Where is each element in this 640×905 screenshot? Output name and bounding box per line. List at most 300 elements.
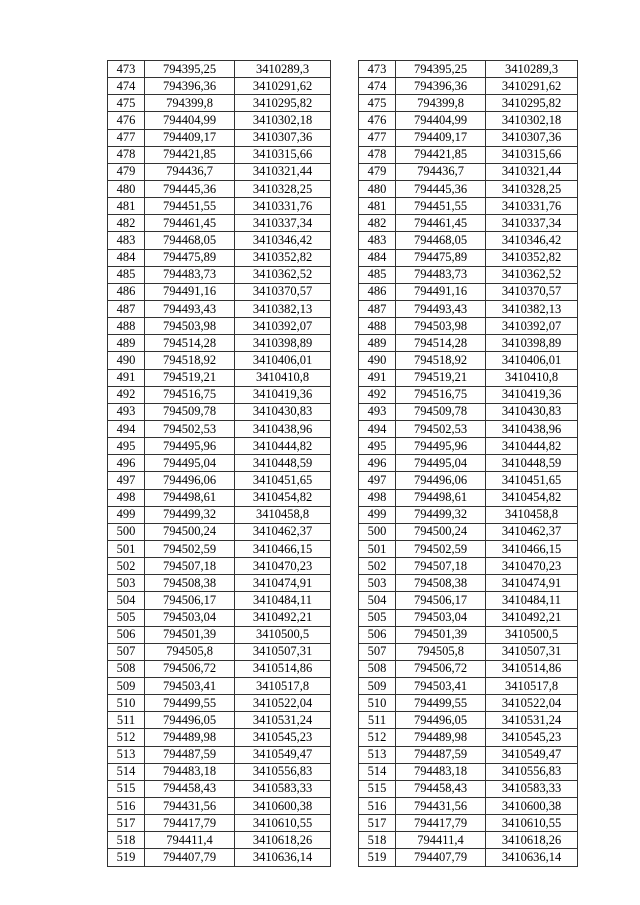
y-coordinate-cell: 3410549,47 xyxy=(486,746,578,763)
table-row xyxy=(359,386,578,403)
x-coordinate-cell: 794514,28 xyxy=(396,335,486,352)
table-row xyxy=(359,163,578,180)
x-coordinate-cell: 794503,04 xyxy=(145,609,235,626)
point-number-cell: 474 xyxy=(359,78,396,95)
point-number-cell: 493 xyxy=(359,403,396,420)
y-coordinate-cell: 3410295,82 xyxy=(486,95,578,112)
table-row xyxy=(108,712,331,729)
table-row xyxy=(108,420,331,437)
x-coordinate-cell: 794395,25 xyxy=(145,61,235,78)
point-number-cell: 516 xyxy=(108,798,145,815)
table-row xyxy=(108,558,331,575)
x-coordinate-cell: 794493,43 xyxy=(396,300,486,317)
table-row xyxy=(108,386,331,403)
table-row xyxy=(108,318,331,335)
x-coordinate-cell: 794409,17 xyxy=(145,129,235,146)
point-number-cell: 511 xyxy=(108,712,145,729)
point-number-cell: 474 xyxy=(108,78,145,95)
y-coordinate-cell: 3410419,36 xyxy=(486,386,578,403)
table-row xyxy=(108,609,331,626)
table-row xyxy=(108,643,331,660)
y-coordinate-cell: 3410556,83 xyxy=(486,763,578,780)
point-number-cell: 500 xyxy=(108,523,145,540)
x-coordinate-cell: 794500,24 xyxy=(145,523,235,540)
y-coordinate-cell: 3410321,44 xyxy=(486,163,578,180)
y-coordinate-cell: 3410507,31 xyxy=(235,643,331,660)
x-coordinate-cell: 794506,17 xyxy=(145,592,235,609)
table-row xyxy=(108,163,331,180)
table-row xyxy=(359,575,578,592)
y-coordinate-cell: 3410466,15 xyxy=(486,540,578,557)
y-coordinate-cell: 3410484,11 xyxy=(486,592,578,609)
table-row xyxy=(108,112,331,129)
point-number-cell: 505 xyxy=(108,609,145,626)
point-number-cell: 488 xyxy=(108,318,145,335)
y-coordinate-cell: 3410549,47 xyxy=(235,746,331,763)
x-coordinate-cell: 794409,17 xyxy=(396,129,486,146)
x-coordinate-cell: 794496,05 xyxy=(396,712,486,729)
table-row xyxy=(359,335,578,352)
x-coordinate-cell: 794451,55 xyxy=(145,198,235,215)
table-row xyxy=(108,95,331,112)
x-coordinate-cell: 794404,99 xyxy=(396,112,486,129)
table-row xyxy=(359,780,578,797)
point-number-cell: 486 xyxy=(359,283,396,300)
x-coordinate-cell: 794500,24 xyxy=(396,523,486,540)
x-coordinate-cell: 794493,43 xyxy=(145,300,235,317)
table-row xyxy=(359,300,578,317)
x-coordinate-cell: 794461,45 xyxy=(396,215,486,232)
x-coordinate-cell: 794501,39 xyxy=(145,626,235,643)
table-row xyxy=(108,455,331,472)
point-number-cell: 518 xyxy=(108,832,145,849)
table-row xyxy=(108,215,331,232)
table-row xyxy=(359,558,578,575)
x-coordinate-cell: 794498,61 xyxy=(145,489,235,506)
x-coordinate-cell: 794468,05 xyxy=(145,232,235,249)
point-number-cell: 489 xyxy=(108,335,145,352)
point-number-cell: 481 xyxy=(359,198,396,215)
table-row xyxy=(359,369,578,386)
y-coordinate-cell: 3410545,23 xyxy=(486,729,578,746)
table-row xyxy=(108,592,331,609)
x-coordinate-cell: 794503,41 xyxy=(396,678,486,695)
y-coordinate-cell: 3410556,83 xyxy=(235,763,331,780)
table-row xyxy=(359,695,578,712)
table-row xyxy=(359,678,578,695)
table-row xyxy=(359,249,578,266)
y-coordinate-cell: 3410430,83 xyxy=(486,403,578,420)
table-row xyxy=(359,712,578,729)
table-row xyxy=(359,352,578,369)
table-row xyxy=(359,472,578,489)
x-coordinate-cell: 794518,92 xyxy=(396,352,486,369)
y-coordinate-cell: 3410618,26 xyxy=(235,832,331,849)
point-number-cell: 507 xyxy=(359,643,396,660)
table-row xyxy=(359,660,578,677)
table-row xyxy=(108,815,331,832)
table-row xyxy=(108,438,331,455)
table-row xyxy=(108,198,331,215)
x-coordinate-cell: 794445,36 xyxy=(145,180,235,197)
table-row xyxy=(108,266,331,283)
y-coordinate-cell: 3410531,24 xyxy=(235,712,331,729)
table-row xyxy=(108,729,331,746)
point-number-cell: 484 xyxy=(359,249,396,266)
point-number-cell: 485 xyxy=(359,266,396,283)
y-coordinate-cell: 3410321,44 xyxy=(235,163,331,180)
y-coordinate-cell: 3410406,01 xyxy=(486,352,578,369)
x-coordinate-cell: 794483,73 xyxy=(396,266,486,283)
table-row xyxy=(359,763,578,780)
y-coordinate-cell: 3410337,34 xyxy=(235,215,331,232)
y-coordinate-cell: 3410545,23 xyxy=(235,729,331,746)
x-coordinate-cell: 794499,55 xyxy=(145,695,235,712)
table-row xyxy=(359,832,578,849)
x-coordinate-cell: 794487,59 xyxy=(396,746,486,763)
y-coordinate-cell: 3410514,86 xyxy=(486,660,578,677)
table-row xyxy=(108,249,331,266)
x-coordinate-cell: 794496,06 xyxy=(145,472,235,489)
point-number-cell: 492 xyxy=(108,386,145,403)
table-row xyxy=(108,300,331,317)
table-row xyxy=(108,575,331,592)
x-coordinate-cell: 794509,78 xyxy=(396,403,486,420)
x-coordinate-cell: 794431,56 xyxy=(145,798,235,815)
x-coordinate-cell: 794499,32 xyxy=(145,506,235,523)
x-coordinate-cell: 794507,18 xyxy=(145,558,235,575)
x-coordinate-cell: 794507,18 xyxy=(396,558,486,575)
point-number-cell: 514 xyxy=(359,763,396,780)
x-coordinate-cell: 794498,61 xyxy=(396,489,486,506)
x-coordinate-cell: 794411,4 xyxy=(145,832,235,849)
point-number-cell: 501 xyxy=(108,540,145,557)
point-number-cell: 492 xyxy=(359,386,396,403)
point-number-cell: 504 xyxy=(108,592,145,609)
point-number-cell: 489 xyxy=(359,335,396,352)
y-coordinate-cell: 3410406,01 xyxy=(235,352,331,369)
y-coordinate-cell: 3410531,24 xyxy=(486,712,578,729)
point-number-cell: 509 xyxy=(108,678,145,695)
y-coordinate-cell: 3410430,83 xyxy=(235,403,331,420)
y-coordinate-cell: 3410307,36 xyxy=(486,129,578,146)
table-row xyxy=(359,798,578,815)
x-coordinate-cell: 794516,75 xyxy=(396,386,486,403)
y-coordinate-cell: 3410610,55 xyxy=(486,815,578,832)
x-coordinate-cell: 794502,59 xyxy=(145,540,235,557)
x-coordinate-cell: 794475,89 xyxy=(145,249,235,266)
x-coordinate-cell: 794518,92 xyxy=(145,352,235,369)
point-number-cell: 503 xyxy=(359,575,396,592)
point-number-cell: 476 xyxy=(108,112,145,129)
y-coordinate-cell: 3410337,34 xyxy=(486,215,578,232)
point-number-cell: 513 xyxy=(359,746,396,763)
point-number-cell: 502 xyxy=(108,558,145,575)
y-coordinate-cell: 3410362,52 xyxy=(235,266,331,283)
table-row xyxy=(108,798,331,815)
x-coordinate-cell: 794436,7 xyxy=(145,163,235,180)
point-number-cell: 506 xyxy=(359,626,396,643)
y-coordinate-cell: 3410419,36 xyxy=(235,386,331,403)
y-coordinate-cell: 3410583,33 xyxy=(235,780,331,797)
point-number-cell: 510 xyxy=(359,695,396,712)
x-coordinate-cell: 794503,04 xyxy=(396,609,486,626)
y-coordinate-cell: 3410517,8 xyxy=(486,678,578,695)
table-row xyxy=(108,61,331,78)
y-coordinate-cell: 3410392,07 xyxy=(235,318,331,335)
table-row xyxy=(108,506,331,523)
table-row xyxy=(359,643,578,660)
x-coordinate-cell: 794491,16 xyxy=(145,283,235,300)
y-coordinate-cell: 3410451,65 xyxy=(235,472,331,489)
y-coordinate-cell: 3410289,3 xyxy=(235,61,331,78)
table-row xyxy=(359,180,578,197)
y-coordinate-cell: 3410382,13 xyxy=(486,300,578,317)
point-number-cell: 495 xyxy=(359,438,396,455)
y-coordinate-cell: 3410289,3 xyxy=(486,61,578,78)
y-coordinate-cell: 3410458,8 xyxy=(486,506,578,523)
y-coordinate-cell: 3410451,65 xyxy=(486,472,578,489)
point-number-cell: 479 xyxy=(359,163,396,180)
x-coordinate-cell: 794451,55 xyxy=(396,198,486,215)
point-number-cell: 500 xyxy=(359,523,396,540)
x-coordinate-cell: 794421,85 xyxy=(145,146,235,163)
y-coordinate-cell: 3410522,04 xyxy=(486,695,578,712)
table-row xyxy=(359,403,578,420)
point-number-cell: 519 xyxy=(359,849,396,866)
table-row xyxy=(359,78,578,95)
x-coordinate-cell: 794461,45 xyxy=(145,215,235,232)
point-number-cell: 483 xyxy=(359,232,396,249)
point-number-cell: 510 xyxy=(108,695,145,712)
point-number-cell: 494 xyxy=(108,420,145,437)
x-coordinate-cell: 794508,38 xyxy=(145,575,235,592)
point-number-cell: 504 xyxy=(359,592,396,609)
table-row xyxy=(359,626,578,643)
table-row xyxy=(108,763,331,780)
y-coordinate-cell: 3410352,82 xyxy=(486,249,578,266)
x-coordinate-cell: 794519,21 xyxy=(145,369,235,386)
table-row xyxy=(359,318,578,335)
table-row xyxy=(359,95,578,112)
x-coordinate-cell: 794502,53 xyxy=(396,420,486,437)
y-coordinate-cell: 3410328,25 xyxy=(486,180,578,197)
point-number-cell: 497 xyxy=(108,472,145,489)
table-row xyxy=(359,283,578,300)
point-number-cell: 507 xyxy=(108,643,145,660)
x-coordinate-cell: 794431,56 xyxy=(396,798,486,815)
x-coordinate-cell: 794502,59 xyxy=(396,540,486,557)
point-number-cell: 473 xyxy=(108,61,145,78)
point-number-cell: 512 xyxy=(108,729,145,746)
point-number-cell: 480 xyxy=(108,180,145,197)
table-row xyxy=(108,335,331,352)
table-row xyxy=(359,112,578,129)
y-coordinate-cell: 3410462,37 xyxy=(486,523,578,540)
x-coordinate-cell: 794411,4 xyxy=(396,832,486,849)
point-number-cell: 519 xyxy=(108,849,145,866)
table-row xyxy=(108,283,331,300)
y-coordinate-cell: 3410448,59 xyxy=(486,455,578,472)
point-number-cell: 498 xyxy=(359,489,396,506)
table-row xyxy=(108,695,331,712)
x-coordinate-cell: 794407,79 xyxy=(396,849,486,866)
table-row xyxy=(108,832,331,849)
point-number-cell: 477 xyxy=(108,129,145,146)
y-coordinate-cell: 3410302,18 xyxy=(486,112,578,129)
point-number-cell: 494 xyxy=(359,420,396,437)
y-coordinate-cell: 3410600,38 xyxy=(235,798,331,815)
table-row xyxy=(359,609,578,626)
coordinates-table-right-body xyxy=(359,61,578,867)
point-number-cell: 497 xyxy=(359,472,396,489)
point-number-cell: 482 xyxy=(108,215,145,232)
y-coordinate-cell: 3410346,42 xyxy=(486,232,578,249)
x-coordinate-cell: 794489,98 xyxy=(396,729,486,746)
table-row xyxy=(359,232,578,249)
point-number-cell: 496 xyxy=(108,455,145,472)
y-coordinate-cell: 3410315,66 xyxy=(486,146,578,163)
y-coordinate-cell: 3410328,25 xyxy=(235,180,331,197)
point-number-cell: 505 xyxy=(359,609,396,626)
x-coordinate-cell: 794407,79 xyxy=(145,849,235,866)
point-number-cell: 487 xyxy=(359,300,396,317)
y-coordinate-cell: 3410514,86 xyxy=(235,660,331,677)
table-row xyxy=(108,472,331,489)
y-coordinate-cell: 3410507,31 xyxy=(486,643,578,660)
point-number-cell: 479 xyxy=(108,163,145,180)
point-number-cell: 487 xyxy=(108,300,145,317)
y-coordinate-cell: 3410438,96 xyxy=(486,420,578,437)
y-coordinate-cell: 3410492,21 xyxy=(235,609,331,626)
x-coordinate-cell: 794506,72 xyxy=(396,660,486,677)
point-number-cell: 514 xyxy=(108,763,145,780)
table-row xyxy=(108,180,331,197)
x-coordinate-cell: 794495,04 xyxy=(396,455,486,472)
table-row xyxy=(108,523,331,540)
table-row xyxy=(108,146,331,163)
y-coordinate-cell: 3410517,8 xyxy=(235,678,331,695)
y-coordinate-cell: 3410438,96 xyxy=(235,420,331,437)
point-number-cell: 476 xyxy=(359,112,396,129)
y-coordinate-cell: 3410291,62 xyxy=(235,78,331,95)
point-number-cell: 518 xyxy=(359,832,396,849)
point-number-cell: 475 xyxy=(108,95,145,112)
x-coordinate-cell: 794458,43 xyxy=(145,780,235,797)
point-number-cell: 491 xyxy=(108,369,145,386)
x-coordinate-cell: 794396,36 xyxy=(145,78,235,95)
y-coordinate-cell: 3410492,21 xyxy=(486,609,578,626)
y-coordinate-cell: 3410454,82 xyxy=(486,489,578,506)
point-number-cell: 495 xyxy=(108,438,145,455)
point-number-cell: 512 xyxy=(359,729,396,746)
point-number-cell: 493 xyxy=(108,403,145,420)
y-coordinate-cell: 3410370,57 xyxy=(235,283,331,300)
y-coordinate-cell: 3410466,15 xyxy=(235,540,331,557)
x-coordinate-cell: 794396,36 xyxy=(396,78,486,95)
x-coordinate-cell: 794468,05 xyxy=(396,232,486,249)
point-number-cell: 490 xyxy=(108,352,145,369)
y-coordinate-cell: 3410346,42 xyxy=(235,232,331,249)
y-coordinate-cell: 3410636,14 xyxy=(235,849,331,866)
y-coordinate-cell: 3410410,8 xyxy=(235,369,331,386)
y-coordinate-cell: 3410474,91 xyxy=(235,575,331,592)
y-coordinate-cell: 3410331,76 xyxy=(486,198,578,215)
y-coordinate-cell: 3410382,13 xyxy=(235,300,331,317)
table-row xyxy=(108,746,331,763)
x-coordinate-cell: 794483,18 xyxy=(145,763,235,780)
x-coordinate-cell: 794399,8 xyxy=(396,95,486,112)
table-row xyxy=(359,438,578,455)
y-coordinate-cell: 3410302,18 xyxy=(235,112,331,129)
table-row xyxy=(108,626,331,643)
point-number-cell: 516 xyxy=(359,798,396,815)
x-coordinate-cell: 794505,8 xyxy=(396,643,486,660)
y-coordinate-cell: 3410458,8 xyxy=(235,506,331,523)
table-row xyxy=(359,849,578,866)
y-coordinate-cell: 3410370,57 xyxy=(486,283,578,300)
y-coordinate-cell: 3410398,89 xyxy=(486,335,578,352)
table-row xyxy=(359,523,578,540)
x-coordinate-cell: 794499,55 xyxy=(396,695,486,712)
table-row xyxy=(108,352,331,369)
table-row xyxy=(359,198,578,215)
table-row xyxy=(359,489,578,506)
point-number-cell: 508 xyxy=(359,660,396,677)
x-coordinate-cell: 794483,73 xyxy=(145,266,235,283)
x-coordinate-cell: 794489,98 xyxy=(145,729,235,746)
table-row xyxy=(108,403,331,420)
y-coordinate-cell: 3410307,36 xyxy=(235,129,331,146)
point-number-cell: 503 xyxy=(108,575,145,592)
table-row xyxy=(108,780,331,797)
y-coordinate-cell: 3410470,23 xyxy=(235,558,331,575)
y-coordinate-cell: 3410462,37 xyxy=(235,523,331,540)
point-number-cell: 502 xyxy=(359,558,396,575)
y-coordinate-cell: 3410522,04 xyxy=(235,695,331,712)
y-coordinate-cell: 3410315,66 xyxy=(235,146,331,163)
x-coordinate-cell: 794519,21 xyxy=(396,369,486,386)
x-coordinate-cell: 794495,96 xyxy=(145,438,235,455)
y-coordinate-cell: 3410454,82 xyxy=(235,489,331,506)
x-coordinate-cell: 794508,38 xyxy=(396,575,486,592)
x-coordinate-cell: 794495,96 xyxy=(396,438,486,455)
x-coordinate-cell: 794404,99 xyxy=(145,112,235,129)
table-row xyxy=(359,61,578,78)
x-coordinate-cell: 794516,75 xyxy=(145,386,235,403)
x-coordinate-cell: 794487,59 xyxy=(145,746,235,763)
y-coordinate-cell: 3410448,59 xyxy=(235,455,331,472)
table-row xyxy=(359,266,578,283)
point-number-cell: 515 xyxy=(359,780,396,797)
y-coordinate-cell: 3410484,11 xyxy=(235,592,331,609)
y-coordinate-cell: 3410474,91 xyxy=(486,575,578,592)
table-row xyxy=(359,129,578,146)
y-coordinate-cell: 3410444,82 xyxy=(235,438,331,455)
point-number-cell: 477 xyxy=(359,129,396,146)
point-number-cell: 481 xyxy=(108,198,145,215)
y-coordinate-cell: 3410352,82 xyxy=(235,249,331,266)
y-coordinate-cell: 3410500,5 xyxy=(486,626,578,643)
point-number-cell: 496 xyxy=(359,455,396,472)
point-number-cell: 478 xyxy=(359,146,396,163)
x-coordinate-cell: 794495,04 xyxy=(145,455,235,472)
table-row xyxy=(359,592,578,609)
point-number-cell: 511 xyxy=(359,712,396,729)
y-coordinate-cell: 3410291,62 xyxy=(486,78,578,95)
coordinates-table-right xyxy=(358,60,578,867)
table-row xyxy=(359,146,578,163)
